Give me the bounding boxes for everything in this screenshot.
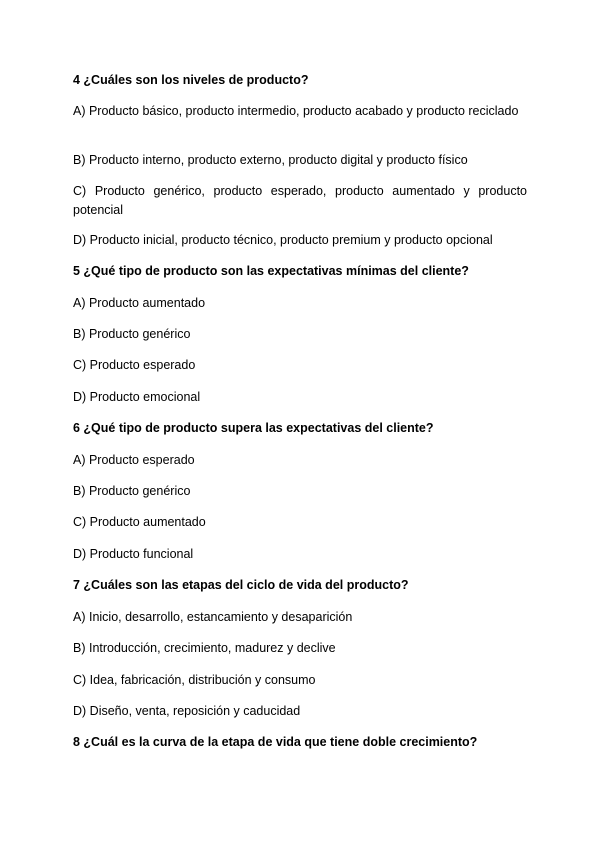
question-4-option-b: B) Producto interno, producto externo, producto digital y producto físico bbox=[73, 153, 468, 167]
question-6-title: 6 ¿Qué tipo de producto supera las expectativas del cliente? bbox=[73, 421, 434, 435]
question-5-option-a: A) Producto aumentado bbox=[73, 296, 206, 310]
question-5-option-b: B) Producto genérico bbox=[73, 327, 191, 341]
question-5-option-c: C) Producto esperado bbox=[73, 358, 196, 372]
question-4-option-a: A) Producto básico, producto intermedio, producto acabado y producto reciclado bbox=[73, 104, 519, 118]
question-8-title: 8 ¿Cuál es la curva de la etapa de vida que tiene doble crecimiento? bbox=[73, 735, 478, 749]
question-5-title: 5 ¿Qué tipo de producto son las expectativas mínimas del cliente? bbox=[73, 264, 469, 278]
question-6-option-c: C) Producto aumentado bbox=[73, 515, 206, 529]
question-4-option-d: D) Producto inicial, producto técnico, producto premium y producto opcional bbox=[73, 233, 493, 247]
question-7-option-a: A) Inicio, desarrollo, estancamiento y desaparición bbox=[73, 610, 353, 624]
question-7-title: 7 ¿Cuáles son las etapas del ciclo de vida del producto? bbox=[73, 578, 409, 592]
question-7-option-c: C) Idea, fabricación, distribución y consumo bbox=[73, 673, 316, 687]
question-6-option-d: D) Producto funcional bbox=[73, 547, 194, 561]
question-7-option-b: B) Introducción, crecimiento, madurez y declive bbox=[73, 641, 336, 655]
question-6-option-a: A) Producto esperado bbox=[73, 453, 195, 467]
question-4-option-c: C) Producto genérico, producto esperado, producto aumentado y producto potencial bbox=[73, 184, 527, 217]
question-7-option-d: D) Diseño, venta, reposición y caducidad bbox=[73, 704, 301, 718]
question-4-title: 4 ¿Cuáles son los niveles de producto? bbox=[73, 73, 309, 87]
question-5-option-d: D) Producto emocional bbox=[73, 390, 201, 404]
question-6-option-b: B) Producto genérico bbox=[73, 484, 191, 498]
